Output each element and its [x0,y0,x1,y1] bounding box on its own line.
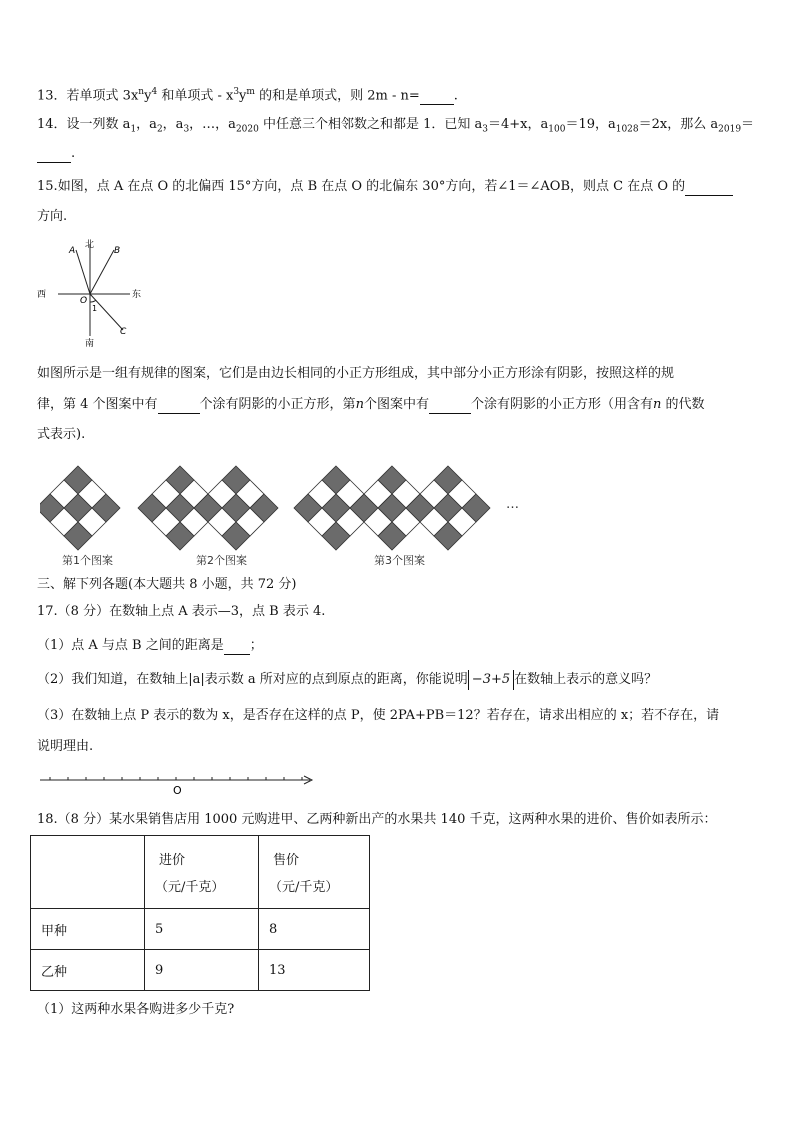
question-17-part2: （2）我们知道，在数轴上|a|表示数 a 所对应的点到原点的距离，你能说明 −3+5 在数轴上表示的意义吗？ [37,670,657,690]
pattern-1-caption: 第1个图案 [62,554,113,567]
ray-ob [90,250,114,294]
answer-blank[interactable] [685,181,733,196]
origin-label: O [173,784,182,796]
cost-unit: （元/千克） [155,880,225,895]
price-header: 售价 [273,853,300,868]
question-16-line3: 式表示). [37,427,86,442]
compass-diagram [30,236,150,348]
point-o-label: O [80,296,88,306]
question-16-line2: 律，第 4 个图案中有 个涂有阴影的小正方形，第n个图案中有 个涂有阴影的小正方形（用含有n 的代数 [37,397,705,412]
point-b-label: B [114,246,121,256]
question-17-part1: （1）点 A 与点 B 之间的距离是 ； [37,638,263,653]
west-label: 西 [37,290,47,300]
price-unit: （元/千克） [269,880,339,895]
question-14: 14．设一列数 $a_1$，$a_2$，$a_3$，…，$a_{2020}$ 中任意三个相邻数之和都是 1．已知 $a_3=4+x$，$a_{100}=19$，$a_{1028}=2x$，那么 $a_{2019}=$ [37,117,755,135]
ellipsis: … [506,497,519,512]
answer-blank[interactable] [420,90,454,105]
number-line [38,770,318,796]
angle-1-label: 1 [92,304,98,313]
pattern-3-caption: 第3个图案 [374,554,425,567]
question-number: 13． [37,88,67,104]
point-c-label: C [120,327,127,337]
table-header-row [31,836,370,909]
table-row: 甲种 5 8 [31,909,370,950]
question-18: 18.（8 分）某水果销售店用 1000 元购进甲、乙两种新出产的水果共 140 千克，这两种水果的进价、售价如表所示： [37,812,717,827]
answer-blank[interactable] [37,148,71,163]
question-17-part3-line2: 说明理由. [37,739,94,754]
pattern-2-caption: 第2个图案 [196,554,247,567]
answer-blank[interactable] [429,399,471,414]
price-table [30,835,370,991]
answer-blank[interactable] [224,640,250,655]
question-13: 13．若单项式 $3x^ny^4$ 和单项式 - $x^3y^m$ 的和是单项式，则 2m - n= . [37,87,458,104]
south-label: 南 [85,339,95,348]
question-15-line2: 方向. [37,209,68,224]
answer-blank[interactable] [158,399,200,414]
question-17-part3: （3）在数轴上点 P 表示的数为 x，是否存在这样的点 P，使 2PA+PB＝12？若存在，请求出相应的 x；若不存在，请 [37,708,720,723]
north-label: 北 [85,240,95,250]
question-16: 如图所示是一组有规律的图案，它们是由边长相同的小正方形组成，其中部分小正方形涂有阴影，按照这样的规 [37,366,675,381]
question-15: 15.如图，点 A 在点 O 的北偏西 15°方向，点 B 在点 O 的北偏东 30°方向，若∠1＝∠AOB，则点 C 在点 O 的 [37,178,733,196]
absolute-value-expression: −3+5 [468,670,514,690]
cost-header: 进价 [159,853,186,868]
ray-oa [76,250,90,294]
pattern-figures [40,460,540,570]
question-14-line2: . [37,145,75,163]
east-label: 东 [132,290,142,300]
table-row: 乙种 9 13 [31,950,370,991]
point-a-label: A [69,246,76,256]
question-17: 17.（8 分）在数轴上点 A 表示—3，点 B 表示 4. [37,604,326,619]
angle-1-arc [90,300,96,302]
question-18-part1: （1）这两种水果各购进多少千克? [37,1002,235,1017]
section-heading: 三、解下列各题(本大题共 8 小题，共 72 分) [37,577,297,592]
